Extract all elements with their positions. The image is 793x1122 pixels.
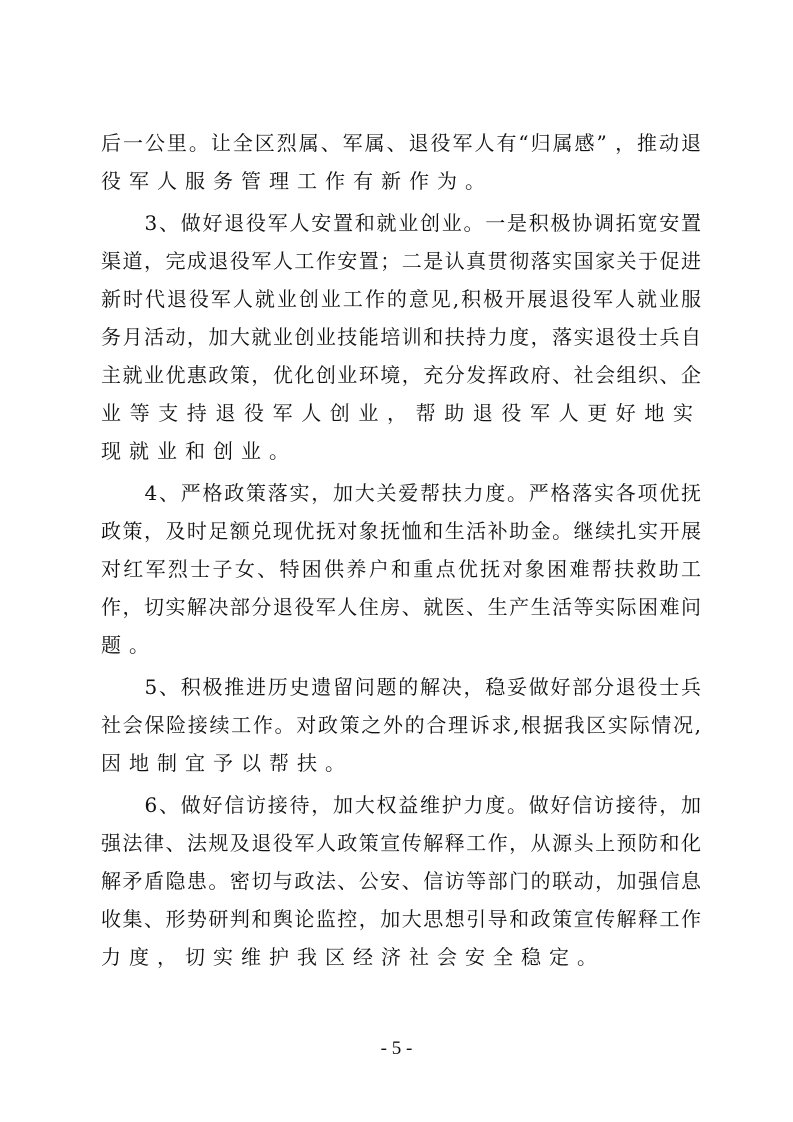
text-line: 6、做好信访接待，加大权益维护力度。做好信访接待，加 bbox=[101, 793, 701, 817]
text-line: 收集、形势研判和舆论监控，加大思想引导和政策宣传解释工作 bbox=[101, 907, 701, 931]
text-line: 力度，切实维护我区经济社会安全稳定。 bbox=[101, 945, 605, 969]
document-body bbox=[101, 124, 701, 976]
text-line: 4、严格政策落实，加大关爱帮扶力度。严格落实各项优抚 bbox=[101, 481, 701, 505]
text-line: 5、积极推进历史遗留问题的解决，稳妥做好部分退役士兵 bbox=[101, 675, 701, 699]
page-number: - 5 - bbox=[380, 1038, 413, 1059]
text-line: 3、做好退役军人安置和就业创业。一是积极协调拓宽安置 bbox=[101, 211, 701, 235]
text-line: 役军人服务管理工作有新作为。 bbox=[101, 169, 493, 193]
text-line: 业等支持退役军人创业，帮助退役军人更好地实现就业和创业。 bbox=[101, 401, 701, 463]
text-line: 因地制宜予以帮扶。 bbox=[101, 751, 353, 775]
paragraph bbox=[101, 474, 701, 664]
text-line: 后一公里。让全区烈属、军属、退役军人有“归属感” ，推动退 bbox=[101, 131, 701, 155]
text-line: 务月活动，加大就业创业技能培训和扶持力度，落实退役士兵自 bbox=[101, 325, 701, 349]
paragraph bbox=[101, 786, 701, 976]
text-line: 社会保险接续工作。对政策之外的合理诉求,根据我区实际情况, bbox=[101, 713, 701, 737]
text-line: 主就业优惠政策，优化创业环境，充分发挥政府、社会组织、企 bbox=[101, 363, 701, 387]
text-line: 解矛盾隐患。密切与政法、公安、信访等部门的联动，加强信息 bbox=[101, 869, 701, 893]
text-line: 作，切实解决部分退役军人住房、就医、生产生活等实际困难问 bbox=[101, 595, 701, 619]
paragraph bbox=[101, 204, 701, 470]
text-line: 对红军烈士子女、特困供养户和重点优抚对象困难帮扶救助工 bbox=[101, 557, 701, 581]
text-line: 渠道，完成退役军人工作安置；二是认真贯彻落实国家关于促进 bbox=[101, 249, 701, 273]
text-line: 强法律、法规及退役军人政策宣传解释工作，从源头上预防和化 bbox=[101, 831, 701, 855]
text-line: 题。 bbox=[101, 633, 157, 657]
text-line: 新时代退役军人就业创业工作的意见,积极开展退役军人就业服 bbox=[101, 287, 701, 311]
text-line: 政策，及时足额兑现优抚对象抚恤和生活补助金。继续扎实开展 bbox=[101, 519, 701, 543]
paragraph bbox=[101, 124, 701, 200]
paragraph bbox=[101, 668, 701, 782]
